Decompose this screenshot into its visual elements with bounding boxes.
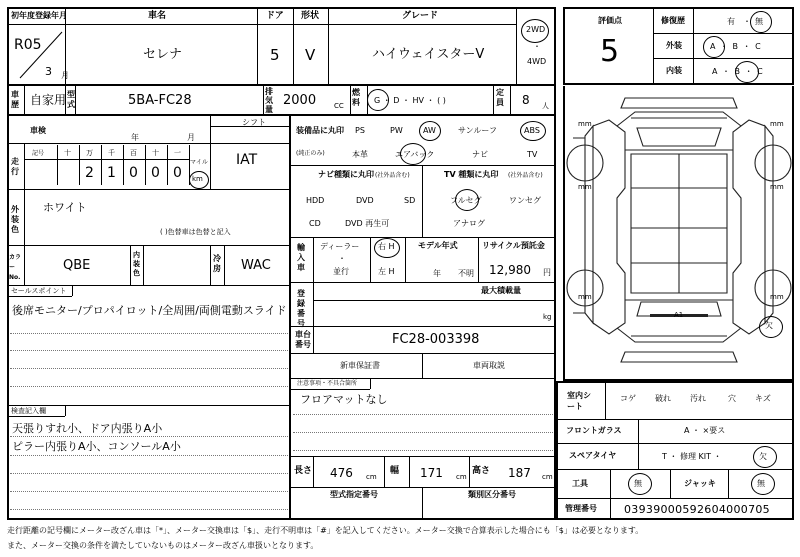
- recycle-header: リサイクル預託金: [482, 241, 545, 250]
- equip-airbag: エアバック: [395, 150, 435, 159]
- sales-points-header: セールスポイント: [11, 287, 67, 295]
- nav-sub: (社外品含む): [375, 172, 410, 179]
- inspection-header: 車検: [30, 126, 46, 135]
- model-year-header: モデル年式: [418, 241, 458, 250]
- equip-sunroof: サンルーフ: [458, 126, 497, 135]
- mm-label: mm: [770, 293, 784, 301]
- tools-value: 無: [634, 479, 642, 488]
- equipment-header: 装備品に丸印: [296, 126, 344, 135]
- length-label: 長さ: [294, 466, 313, 476]
- footer-line1: 走行距離の記号欄にメーター改ざん車は「*」、メーター交換車は「$」、走行不明車は「#」を記入してください。メーター交換で合算表示した場合にも「$」は必要となります。: [7, 526, 644, 535]
- drive-4wd: 4WD: [527, 57, 547, 66]
- diagram-missing: 欠: [765, 321, 773, 330]
- mileage-digit: 0: [151, 165, 160, 181]
- mileage-unit-man: 万: [86, 149, 93, 157]
- color-header: 外装色: [11, 205, 19, 234]
- ac-value: WAC: [241, 258, 271, 273]
- length-unit: cm: [366, 473, 377, 481]
- tv-analog: アナログ: [453, 219, 485, 228]
- equip-aw: AW: [423, 126, 436, 135]
- tv-sub: (社外品含む): [508, 172, 543, 179]
- equip-tv: TV: [527, 150, 538, 159]
- repair-header: 修復歴: [661, 16, 685, 25]
- mm-label: mm: [770, 183, 784, 191]
- capacity-value: 8: [522, 93, 530, 107]
- height-unit: cm: [542, 473, 553, 481]
- height-value: 187: [508, 466, 531, 480]
- recycle-unit: 円: [543, 268, 551, 277]
- color-change-note: ( )色替車は色替と記入: [160, 228, 231, 236]
- management-value: 03939000592604000705: [624, 503, 770, 516]
- fuel-header: 燃料: [352, 88, 360, 107]
- door-header: ドア: [266, 11, 284, 21]
- class-number: 類別区分番号: [468, 490, 516, 499]
- model-value: 5BA-FC28: [128, 93, 192, 108]
- drive-sep: ・: [533, 42, 541, 51]
- width-unit: cm: [456, 473, 467, 481]
- fuel-options: G ・ D ・ HV ・ ( ): [374, 96, 446, 105]
- color-value: ホワイト: [43, 201, 87, 214]
- ac-header: 冷房: [213, 254, 221, 273]
- mileage-digit: 1: [107, 165, 116, 181]
- mileage-unit-ju: 十: [152, 149, 159, 157]
- caution-text: フロアマットなし: [300, 393, 388, 406]
- interior-grade-grades: A ・ B ・ C: [712, 67, 764, 76]
- capacity-unit: 人: [542, 102, 549, 110]
- mileage-header: 走行: [11, 157, 19, 176]
- jack-value: 無: [757, 479, 765, 488]
- new-warranty: 新車保証書: [340, 361, 380, 370]
- height-label: 高さ: [472, 466, 491, 476]
- manual: 車両取説: [473, 361, 505, 370]
- inspection-notes-header: 検査記入欄: [11, 407, 46, 415]
- mm-label: mm: [578, 293, 592, 301]
- seat-tear: 破れ: [655, 394, 671, 403]
- mileage-unit-ichi: 一: [174, 149, 181, 157]
- mileage-unit-ten-man: 十: [64, 149, 71, 157]
- nav-hdd: HDD: [306, 196, 325, 205]
- repair-sep: ・: [743, 17, 751, 26]
- displacement-header: 排気量: [265, 87, 273, 114]
- mileage-unit-hyaku: 百: [130, 149, 137, 157]
- shape-value: V: [305, 46, 316, 64]
- displacement-value: 2000: [283, 93, 317, 108]
- mm-label: mm: [578, 183, 592, 191]
- drive-2wd: 2WD: [526, 25, 546, 34]
- length-value: 476: [330, 466, 353, 480]
- tools-header: 工具: [572, 479, 588, 488]
- import-right: 右 H: [378, 242, 395, 251]
- nav-cd: CD: [309, 219, 321, 228]
- registration-month-unit: 月: [61, 71, 69, 80]
- shift-value: IAT: [236, 152, 258, 168]
- registration-header: 初年度登録年月: [11, 11, 67, 20]
- color-no-value: QBE: [63, 258, 91, 273]
- car-name-header: 車名: [148, 11, 167, 21]
- score-header: 評価点: [598, 16, 622, 25]
- mm-label: mm: [578, 120, 592, 128]
- mileage-unit-sen: 千: [108, 149, 115, 157]
- nav-sd: SD: [404, 196, 416, 205]
- inspection-month-unit: 月: [187, 133, 195, 142]
- seat-scratch: キズ: [755, 394, 771, 403]
- nav-dvd-play: DVD 再生可: [345, 219, 390, 228]
- equip-ps: PS: [355, 126, 365, 135]
- max-load-header: 最大積載量: [481, 286, 521, 295]
- caution-header: 注意事項・不具合箇所: [297, 380, 358, 387]
- equip-pw: PW: [390, 126, 403, 135]
- mileage-unit-label: マイル: [190, 159, 208, 166]
- seat-header: 室内シート: [567, 391, 591, 411]
- grade-value: ハイウェイスターV: [372, 47, 485, 62]
- import-sep: ・: [338, 254, 346, 263]
- mileage-note: 記号: [32, 150, 45, 157]
- repair-yes: 有: [727, 17, 735, 26]
- footer-line2: また、メーター交換の条件を満たしていないものはメーター改ざん車扱いとなります。: [7, 541, 319, 550]
- shift-header: シフト: [242, 118, 266, 127]
- model-year-unit: 年: [433, 269, 441, 278]
- mileage-digit: 0: [173, 165, 182, 181]
- mileage-digit: 2: [85, 165, 94, 181]
- score-value: 5: [600, 34, 620, 69]
- model-year-unknown: 不明: [458, 269, 474, 278]
- car-name-value: セレナ: [143, 47, 183, 62]
- repair-no: 無: [755, 17, 763, 26]
- jack-header: ジャッキ: [684, 479, 716, 488]
- interior-header: 内装色: [133, 251, 140, 277]
- registration-month: 3: [45, 65, 52, 78]
- import-parallel: 並行: [333, 267, 349, 276]
- mm-label: mm: [770, 120, 784, 128]
- usage-header: 車歴: [11, 90, 19, 109]
- nav-dvd: DVD: [356, 196, 374, 205]
- equip-leather: 本革: [352, 150, 368, 159]
- windshield-options: A ・ ×要ス: [684, 426, 726, 435]
- windshield-header: フロントガラス: [566, 426, 622, 435]
- seat-stain: 汚れ: [690, 394, 706, 403]
- seat-hole: 穴: [728, 394, 736, 403]
- usage-value: 自家用: [30, 93, 67, 107]
- seat-burn: コゲ: [620, 394, 636, 403]
- import-header: 輸入車: [297, 243, 305, 272]
- exterior-header: 外装: [666, 41, 682, 50]
- shape-header: 形状: [301, 11, 320, 21]
- max-load-unit: kg: [543, 313, 552, 321]
- inspection-notes-line1: 天張りすれ小、ドア内張りA小: [12, 422, 163, 435]
- width-value: 171: [420, 466, 443, 480]
- model-header: 型式: [67, 90, 75, 109]
- width-label: 幅: [390, 466, 400, 476]
- equip-abs: ABS: [524, 126, 540, 135]
- tv-oneseg: ワンセグ: [509, 196, 541, 205]
- displacement-unit: CC: [334, 102, 344, 110]
- spare-options: T ・ 修理 KIT ・: [662, 452, 722, 461]
- import-left: 左 H: [378, 267, 395, 276]
- door-value: 5: [270, 46, 280, 64]
- mileage-unit-km: km: [192, 175, 203, 183]
- sales-points-text: 後席モニター/プロパイロット/全周囲/両側電動スライド: [12, 304, 287, 317]
- interior-grade-header: 内装: [666, 66, 682, 75]
- equip-navi: ナビ: [472, 150, 488, 159]
- grade-header: グレード: [402, 11, 439, 21]
- recycle-value: 12,980: [489, 263, 531, 277]
- exterior-grades: A ・ B ・ C: [710, 42, 762, 51]
- tv-header: TV 種類に丸印: [444, 170, 499, 179]
- color-no-header: カラーNo.: [9, 254, 22, 281]
- car-diagram: [565, 88, 793, 378]
- inspection-year-unit: 年: [131, 133, 139, 142]
- nav-header: ナビ種類に丸印: [318, 170, 374, 179]
- import-dealer: ディーラー: [320, 242, 360, 251]
- type-designation: 型式指定番号: [330, 490, 378, 499]
- mileage-digit: 0: [129, 165, 138, 181]
- chassis-value: FC28-003398: [392, 332, 480, 347]
- equipment-sub: (純正のみ): [296, 150, 325, 157]
- chassis-header: 車台番号: [295, 330, 311, 349]
- spare-header: スペアタイヤ: [569, 451, 617, 460]
- management-header: 管理番号: [565, 504, 597, 513]
- spare-missing: 欠: [759, 452, 767, 461]
- diagram-a1: A1: [674, 311, 684, 319]
- registration-era-year: R05: [14, 37, 42, 53]
- registration-no-header: 登録番号: [297, 289, 305, 328]
- diagonal-slash: [12, 30, 64, 82]
- tv-fullseg: フルセグ: [450, 196, 482, 205]
- capacity-header: 定員: [496, 88, 504, 107]
- inspection-notes-line2: ピラー内張りA小、コンソールA小: [12, 440, 181, 453]
